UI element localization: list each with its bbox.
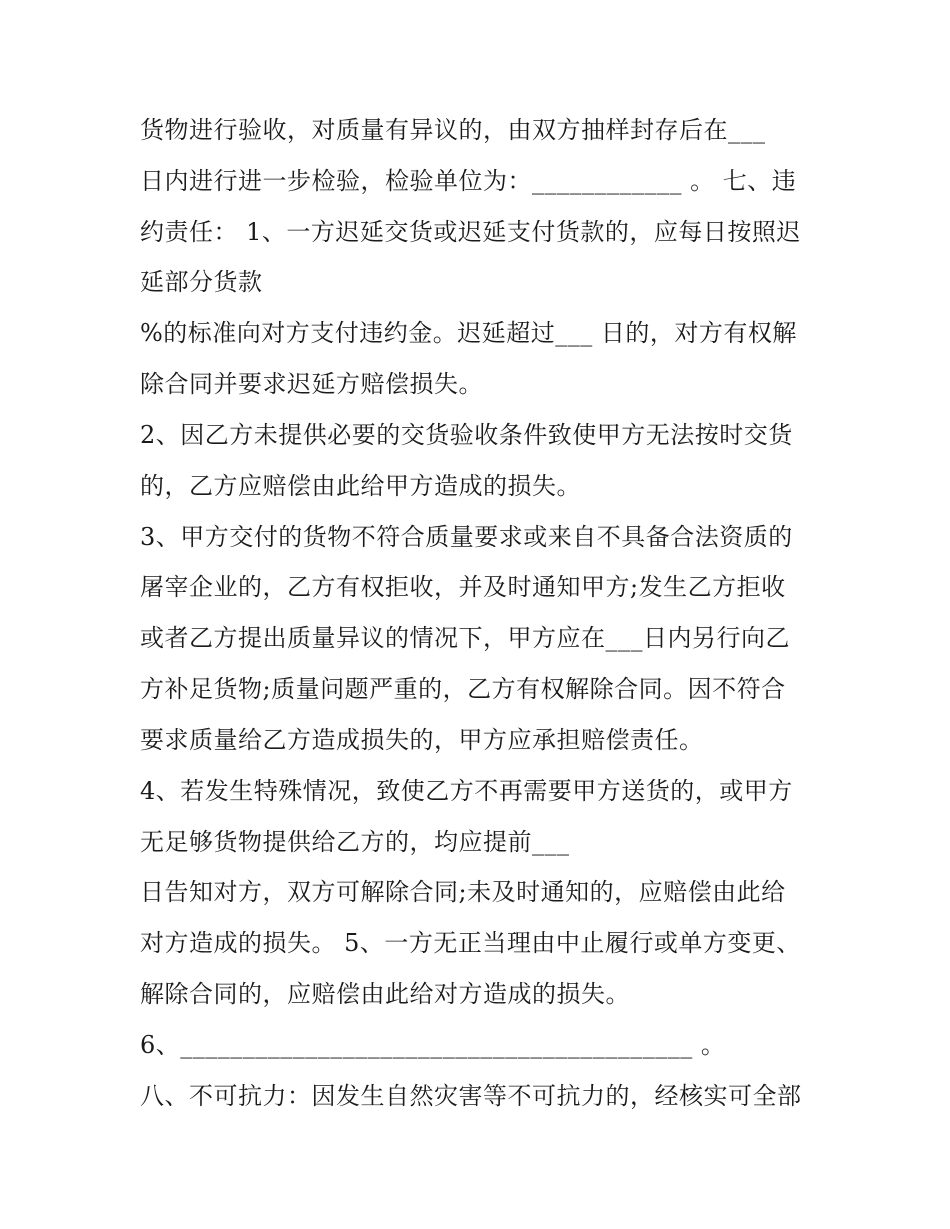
text-line: 除合同并要求迟延方赔偿损失。 bbox=[140, 370, 483, 398]
text-line: 6、_________________________________________ 。 bbox=[140, 1031, 726, 1059]
text-line: 3、甲方交付的货物不符合质量要求或来自不具备合法资质的 bbox=[140, 523, 793, 551]
text-line: 要求质量给乙方造成损失的，甲方应承担赔偿责任。 bbox=[140, 726, 704, 754]
text-line: 日内进行进一步检验，检验单位为：____________ 。 七、违 bbox=[140, 167, 797, 195]
text-line: 或者乙方提出质量异议的情况下，甲方应在___日内另行向乙 bbox=[140, 624, 790, 652]
text-line: %的标准向对方支付违约金。迟延超过___ 日的，对方有权解 bbox=[140, 319, 797, 347]
text-line: 解除合同的，应赔偿由此给对方造成的损失。 bbox=[140, 980, 630, 1008]
text-line: 日告知对方，双方可解除合同;未及时通知的，应赔偿由此给 bbox=[140, 878, 786, 906]
text-line: 八、不可抗力：因发生自然灾害等不可抗力的，经核实可全部 bbox=[140, 1082, 802, 1110]
text-line: 对方造成的损失。 5、一方无正当理由中止履行或单方变更、 bbox=[140, 929, 801, 957]
text-line: 的，乙方应赔偿由此给甲方造成的损失。 bbox=[140, 472, 581, 500]
text-line: 方补足货物;质量问题严重的，乙方有权解除合同。因不符合 bbox=[140, 675, 786, 703]
text-line: 约责任： 1、一方迟延交货或迟延支付货款的，应每日按照迟 bbox=[140, 218, 801, 246]
text-line: 4、若发生特殊情况，致使乙方不再需要甲方送货的，或甲方 bbox=[140, 777, 793, 805]
text-line: 屠宰企业的，乙方有权拒收，并及时通知甲方;发生乙方拒收 bbox=[140, 573, 786, 601]
text-line: 延部分货款 bbox=[140, 268, 263, 296]
text-line: 2、因乙方未提供必要的交货验收条件致使甲方无法按时交货 bbox=[140, 421, 793, 449]
text-line: 货物进行验收，对质量有异议的，由双方抽样封存后在___ bbox=[140, 116, 766, 144]
text-line: 无足够货物提供给乙方的，均应提前___ bbox=[140, 828, 570, 856]
